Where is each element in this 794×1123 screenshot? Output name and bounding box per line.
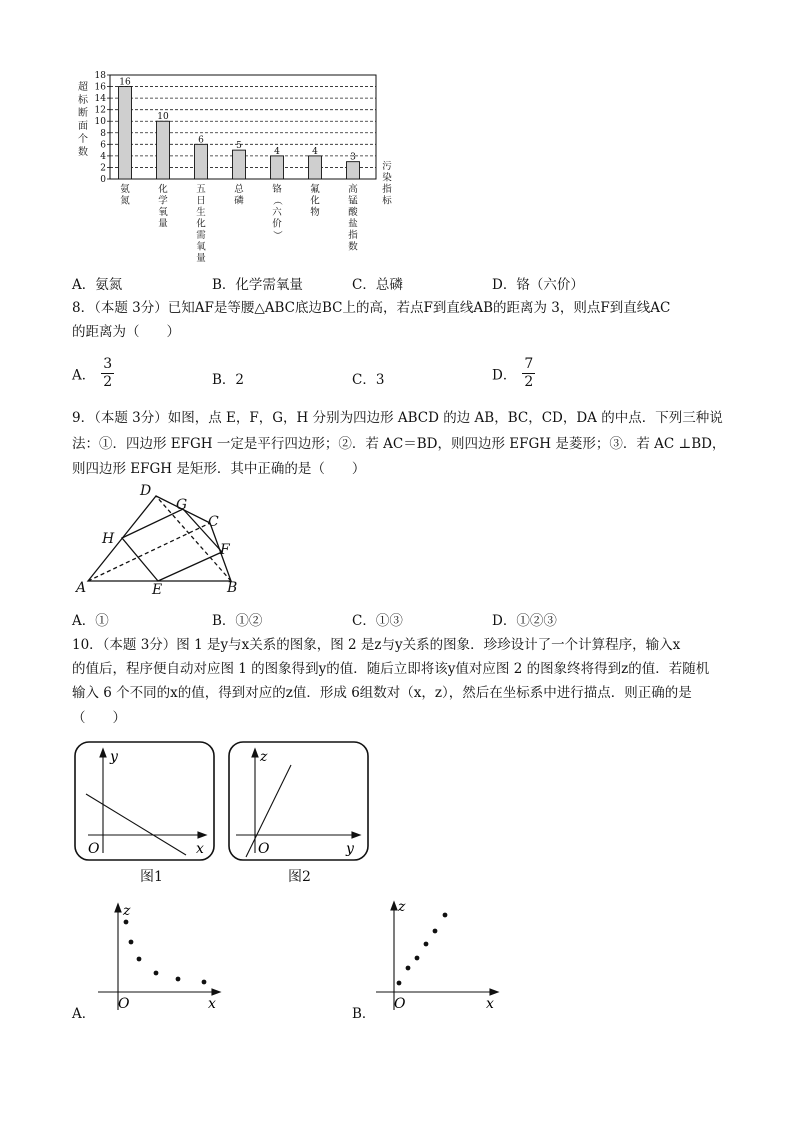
- q8-option-d-label: D．: [492, 367, 517, 384]
- q8-option-d-denominator: 2: [524, 374, 534, 390]
- q9-option-b[interactable]: B．①②: [212, 613, 263, 629]
- q9-option-c[interactable]: C．①③: [352, 613, 403, 629]
- q8-option-d[interactable]: [492, 356, 535, 391]
- category-label-char: ）: [271, 230, 282, 240]
- q8-option-a[interactable]: [72, 356, 114, 391]
- bar-value-label: 5: [236, 141, 242, 152]
- label-d: D: [140, 483, 152, 499]
- bar-value-label: 3: [350, 152, 356, 163]
- quadrilateral-figure: [72, 480, 242, 598]
- y-tick-label: 8: [100, 128, 106, 139]
- q8-stem-line2: 的距离为（ ）: [72, 324, 180, 340]
- fig2-z-label: z: [260, 749, 268, 765]
- category-label-char: 学: [158, 195, 168, 207]
- optA-origin-label: O: [118, 996, 130, 1012]
- bar: [157, 121, 170, 179]
- chart-category-labels: [120, 183, 358, 264]
- label-f: F: [220, 542, 230, 558]
- y-tick-label: 14: [94, 94, 106, 105]
- q10-option-a-label[interactable]: A．: [72, 1006, 96, 1022]
- category-label: [310, 183, 320, 218]
- category-label-char: 需: [196, 230, 206, 241]
- q8-option-a-denominator: 2: [103, 374, 113, 390]
- category-label-char: 六: [272, 207, 282, 218]
- bar: [309, 156, 322, 179]
- category-label-char: 化: [310, 195, 320, 207]
- fig1-y-label: y: [110, 749, 118, 765]
- x-axis-label-char: 指: [382, 184, 392, 195]
- q10-stem-line2: 的值后，程序便自动对应图 1 的图象得到y的值．随后立即将该y值对应图 2 的图象终将得到z的值．若随机: [72, 661, 710, 677]
- category-label-char: 高: [348, 184, 358, 195]
- category-label-char: 日: [196, 195, 206, 207]
- category-label-char: 量: [196, 253, 206, 264]
- q8-option-c[interactable]: C．3: [352, 372, 385, 388]
- q7-option-d[interactable]: D．铬（六价）: [492, 277, 584, 293]
- bar: [271, 156, 284, 179]
- q8-option-a-numerator: 3: [103, 356, 113, 372]
- q7-option-b[interactable]: B．化学需氧量: [212, 277, 303, 293]
- category-label: [158, 183, 168, 230]
- y-axis-label-char: 面: [78, 121, 88, 132]
- category-label-char: 氟: [310, 184, 320, 195]
- category-label-char: 化: [158, 184, 168, 195]
- category-label-char: 五: [196, 184, 206, 195]
- category-label-char: 生: [196, 207, 206, 218]
- category-label-char: 化: [196, 218, 206, 230]
- label-e: E: [152, 582, 163, 598]
- bar-value-label: 16: [119, 77, 131, 88]
- y-tick-label: 12: [94, 105, 106, 116]
- y-axis-label-char: 个: [78, 134, 88, 145]
- label-c: C: [208, 514, 219, 530]
- fig2-y-label: y: [346, 841, 354, 857]
- x-axis-label-char: 标: [382, 195, 392, 207]
- category-label-char: 锰: [348, 195, 358, 207]
- category-label-char: 酸: [348, 207, 358, 218]
- category-label: [271, 183, 282, 240]
- bar-value-label: 4: [274, 146, 280, 157]
- fig2-origin-label: O: [258, 841, 270, 857]
- y-axis-label-char: 断: [78, 108, 88, 119]
- category-label-char: 氧: [196, 241, 206, 253]
- q10-stem-line3: 输入 6 个不同的x的值，得到对应的z值．形成 6组数对（x，z），然后在坐标系中进行描点．则正确的是: [72, 685, 692, 701]
- q10-option-a-graph[interactable]: [96, 898, 226, 1013]
- y-axis-label-char: 标: [78, 95, 88, 106]
- q9-option-d[interactable]: D．①②③: [492, 613, 557, 629]
- y-axis-label-char: 超: [78, 82, 88, 93]
- q9-stem-line3: 则四边形 EFGH 是矩形．其中正确的是（ ）: [72, 461, 366, 477]
- q10-option-b-graph[interactable]: [374, 896, 504, 1011]
- y-tick-label: 0: [100, 175, 106, 185]
- bar-value-label: 10: [157, 112, 169, 123]
- x-axis-label-char: 染: [382, 172, 392, 184]
- category-label-char: 指: [348, 230, 358, 241]
- category-label: [120, 183, 130, 207]
- category-label-char: 铬: [272, 184, 282, 195]
- figure-1-caption: 图1: [140, 869, 163, 885]
- bar: [347, 162, 360, 179]
- category-label-char: 氧: [158, 207, 168, 218]
- q8-option-d-numerator: 7: [524, 356, 534, 372]
- optA-x-label: x: [208, 996, 216, 1012]
- optA-z-label: z: [123, 903, 131, 919]
- bar-chart: [70, 66, 400, 266]
- bar-value-label: 6: [198, 135, 204, 146]
- chart-y-axis-label: [78, 80, 89, 158]
- category-label-char: 氨: [120, 184, 130, 195]
- category-label-char: 总: [234, 184, 244, 195]
- figure-2-caption: 图2: [288, 869, 311, 885]
- y-axis-label-char: 数: [78, 147, 88, 158]
- diagonal-bd: [156, 496, 231, 581]
- chart-x-axis-label: [382, 161, 392, 207]
- y-tick-label: 10: [94, 117, 106, 128]
- q7-option-a[interactable]: A．氨氮: [72, 277, 123, 293]
- y-tick-label: 4: [100, 151, 106, 162]
- q9-option-a[interactable]: A．①: [72, 613, 109, 629]
- category-label-char: 盐: [348, 218, 358, 230]
- category-label-char: 物: [310, 207, 320, 218]
- y-tick-label: 18: [94, 71, 106, 81]
- optB-origin-label: O: [394, 996, 406, 1011]
- q8-option-a-label: A．: [72, 367, 96, 384]
- fig1-origin-label: O: [88, 841, 100, 857]
- q10-stem-line4: （ ）: [72, 710, 126, 726]
- category-label-char: 量: [158, 218, 168, 230]
- q9-stem-line1: 9．（本题 3分）如图，点 E，F，G，H 分别为四边形 ABCD 的边 AB，BC，CD，DA 的中点．下列三种说: [72, 410, 723, 426]
- bar: [195, 144, 208, 179]
- label-b: B: [227, 580, 238, 596]
- q7-option-c[interactable]: C．总磷: [352, 277, 403, 293]
- y-tick-label: 2: [100, 163, 106, 174]
- category-label: [196, 184, 206, 264]
- label-a: A: [76, 580, 87, 596]
- category-label-char: （: [271, 195, 282, 206]
- chart-bars: [119, 78, 360, 179]
- q8-option-b[interactable]: B．2: [212, 372, 245, 388]
- q10-stem-line1: 10．（本题 3分）图 1 是y与x关系的图象，图 2 是z与y关系的图象．珍珍设计了一个计算程序，输入x: [72, 637, 681, 653]
- bar: [233, 150, 246, 179]
- y-tick-label: 6: [100, 140, 106, 151]
- fig1-x-label: x: [196, 841, 204, 857]
- category-label-char: 价: [272, 218, 282, 230]
- category-label-char: 氮: [120, 195, 130, 207]
- category-label-char: 磷: [234, 195, 244, 207]
- category-label: [234, 183, 244, 207]
- optB-x-label: x: [486, 996, 494, 1011]
- label-g: G: [176, 497, 188, 513]
- optB-z-label: z: [398, 899, 406, 915]
- category-label: [348, 183, 358, 253]
- q8-stem-line1: 8．（本题 3分）已知AF是等腰△ABC底边BC上的高，若点F到直线AB的距离为 3，则点F到直线AC: [72, 300, 671, 316]
- x-axis-label-char: 污: [382, 161, 392, 172]
- figure-1-graph: [74, 741, 216, 863]
- bar: [119, 87, 132, 179]
- figure-2-graph: [228, 741, 370, 863]
- q9-stem-line2: 法：①．四边形 EFGH 一定是平行四边形；②．若 AC＝BD，则四边形 EFGH 是菱形；③．若 AC ⊥BD，: [72, 436, 726, 452]
- bar-value-label: 4: [312, 146, 318, 157]
- label-h: H: [102, 531, 115, 547]
- category-label-char: 数: [348, 241, 358, 253]
- q10-option-b-label[interactable]: B．: [352, 1006, 376, 1022]
- y-tick-label: 16: [94, 82, 106, 93]
